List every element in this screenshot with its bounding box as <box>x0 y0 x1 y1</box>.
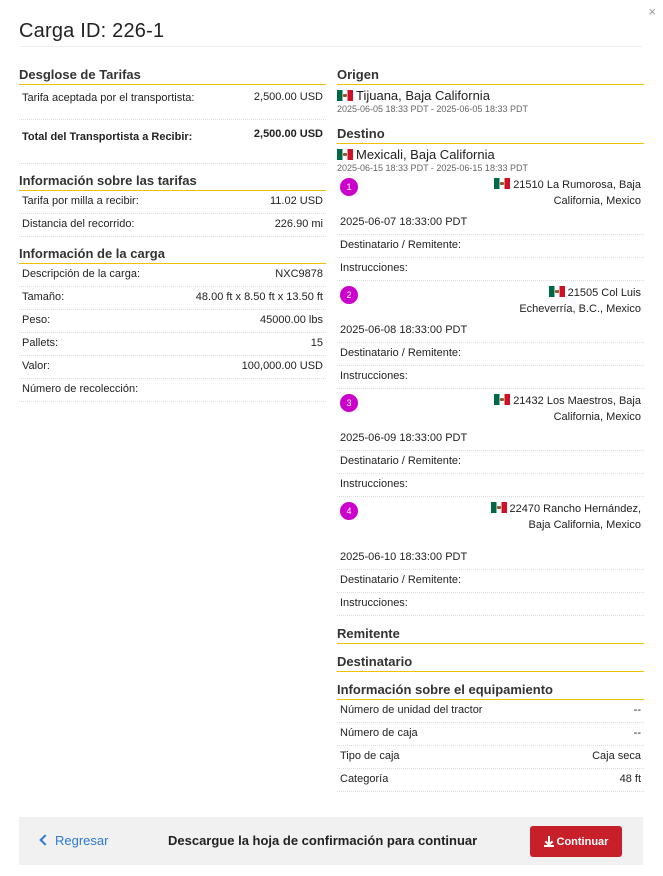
stop-header <box>337 173 644 212</box>
load-info-row <box>19 379 326 402</box>
destination-city: Mexicali, Baja California <box>356 147 495 162</box>
row-label: Tipo de caja <box>340 750 400 762</box>
back-link[interactable] <box>41 817 108 865</box>
right-column <box>337 67 644 792</box>
row-value: 2,500.00 USD <box>253 128 323 140</box>
row-label: Categoría <box>340 773 389 785</box>
stop-datetime-text: 2025-06-08 18:33:00 PDT <box>340 324 468 336</box>
stop-address <box>340 285 641 317</box>
chevron-left-icon <box>39 834 50 845</box>
stop-consignee <box>337 343 644 366</box>
row-value: NXC9878 <box>275 268 323 280</box>
stop-number-badge: 1 <box>340 178 358 196</box>
stop-number-badge: 2 <box>340 286 358 304</box>
stop-datetime <box>337 428 644 451</box>
stop-instructions-label: Instrucciones: <box>340 597 408 609</box>
stop-number-badge: 3 <box>340 394 358 412</box>
mexico-flag-icon <box>337 90 353 101</box>
load-info-row <box>19 333 326 356</box>
stop-address-text: 22470 Rancho Hernández, Baja California, Mexico <box>509 503 641 531</box>
stop-address-text: 21505 Col Luis Echeverría, B.C., Mexico <box>519 287 641 315</box>
equipment-row <box>337 700 644 723</box>
stop-header <box>337 497 644 547</box>
stop-datetime-text: 2025-06-07 18:33:00 PDT <box>340 216 468 228</box>
row-value: Caja seca <box>592 750 641 762</box>
row-label: Peso: <box>22 314 51 326</box>
stop-instructions <box>337 366 644 389</box>
row-label: Pallets: <box>22 337 59 349</box>
rate-info-row <box>19 191 326 214</box>
row-value: 15 <box>310 337 323 349</box>
row-label: Valor: <box>22 360 50 372</box>
stop-datetime <box>337 212 644 235</box>
action-footer <box>19 817 643 865</box>
stop-address <box>340 501 641 533</box>
footer-message: Descargue la hoja de confirmación para continuar <box>168 833 478 848</box>
download-icon <box>544 836 554 847</box>
stop-consignee-label: Destinatario / Remitente: <box>340 239 462 251</box>
row-label: Número de recolección: <box>22 383 139 395</box>
stop-address-text: 21510 La Rumorosa, Baja California, Mexico <box>513 179 641 207</box>
equipment-row <box>337 769 644 792</box>
rate-row-accepted <box>19 85 326 120</box>
destination-dates: 2025-06-15 18:33 PDT - 2025-06-15 18:33 PDT <box>337 163 528 173</box>
mexico-flag-icon <box>494 394 510 405</box>
row-label: Tamaño: <box>22 291 65 303</box>
stop-instructions <box>337 258 644 281</box>
load-info-row <box>19 287 326 310</box>
row-value: 2,500.00 USD <box>253 91 323 103</box>
stop-datetime-text: 2025-06-10 18:33:00 PDT <box>340 551 468 563</box>
section-heading-destino: Destino <box>337 126 644 144</box>
row-label: Descripción de la carga: <box>22 268 141 280</box>
mexico-flag-icon <box>549 286 565 297</box>
stop-consignee <box>337 570 644 593</box>
rate-row-total <box>19 120 326 164</box>
section-heading-origen: Origen <box>337 67 644 85</box>
stop-address <box>340 177 641 209</box>
stop-instructions <box>337 593 644 616</box>
stop-consignee-label: Destinatario / Remitente: <box>340 574 462 586</box>
stop-consignee-label: Destinatario / Remitente: <box>340 455 462 467</box>
equipment-row <box>337 746 644 769</box>
stop-instructions-label: Instrucciones: <box>340 478 408 490</box>
stop-header <box>337 281 644 320</box>
section-heading-equipamiento: Información sobre el equipamiento <box>337 682 644 700</box>
row-value: 48.00 ft x 8.50 ft x 13.50 ft <box>195 291 323 303</box>
stop-address-text: 21432 Los Maestros, Baja California, Mexico <box>513 395 641 423</box>
row-value: -- <box>633 704 641 716</box>
mexico-flag-icon <box>491 502 507 513</box>
section-heading-remitente: Remitente <box>337 626 644 644</box>
section-heading-destinatario: Destinatario <box>337 654 644 672</box>
row-label: Tarifa por milla a recibir: <box>22 195 139 207</box>
row-label: Número de unidad del tractor <box>340 704 483 716</box>
back-label: Regresar <box>55 833 109 848</box>
row-label: Distancia del recorrido: <box>22 218 135 230</box>
equipment-row <box>337 723 644 746</box>
title-divider <box>19 46 642 47</box>
stop-number-badge: 4 <box>340 502 358 520</box>
row-value: 11.02 USD <box>270 195 323 207</box>
stop-consignee <box>337 451 644 474</box>
stop-header <box>337 389 644 428</box>
load-info-row <box>19 356 326 379</box>
row-value: 226.90 mi <box>274 218 323 230</box>
section-heading-info-carga: Información de la carga <box>19 246 326 264</box>
origin-city: Tijuana, Baja California <box>356 88 490 103</box>
page-title: Carga ID: 226-1 <box>19 20 165 42</box>
row-value: -- <box>633 727 641 739</box>
stop-instructions <box>337 474 644 497</box>
stop-address <box>340 393 641 425</box>
row-value: 45000.00 lbs <box>260 314 323 326</box>
continue-label: Continuar <box>556 835 609 848</box>
row-label: Total del Transportista a Recibir: <box>22 131 193 143</box>
section-heading-info-tarifas: Información sobre las tarifas <box>19 173 326 191</box>
continue-button[interactable] <box>530 826 622 857</box>
rate-info-row <box>19 214 326 237</box>
stop-instructions-label: Instrucciones: <box>340 370 408 382</box>
stop-datetime-text: 2025-06-09 18:33:00 PDT <box>340 432 468 444</box>
origin-location <box>337 88 644 103</box>
section-heading-tarifas: Desglose de Tarifas <box>19 67 326 85</box>
row-value: 100,000.00 USD <box>241 360 323 372</box>
row-value: 48 ft <box>619 773 641 785</box>
load-info-row <box>19 310 326 333</box>
load-info-row <box>19 264 326 287</box>
left-column <box>19 67 326 402</box>
stop-datetime <box>337 320 644 343</box>
stop-consignee-label: Destinatario / Remitente: <box>340 347 462 359</box>
row-label: Número de caja <box>340 727 418 739</box>
stop-datetime <box>337 547 644 570</box>
stop-consignee <box>337 235 644 258</box>
origin-dates: 2025-06-05 18:33 PDT - 2025-06-05 18:33 PDT <box>337 104 528 114</box>
mexico-flag-icon <box>337 149 353 160</box>
destination-location <box>337 147 644 162</box>
row-label: Tarifa aceptada por el transportista: <box>22 92 195 104</box>
mexico-flag-icon <box>494 178 510 189</box>
stop-instructions-label: Instrucciones: <box>340 262 408 274</box>
close-icon[interactable]: × <box>648 4 656 19</box>
